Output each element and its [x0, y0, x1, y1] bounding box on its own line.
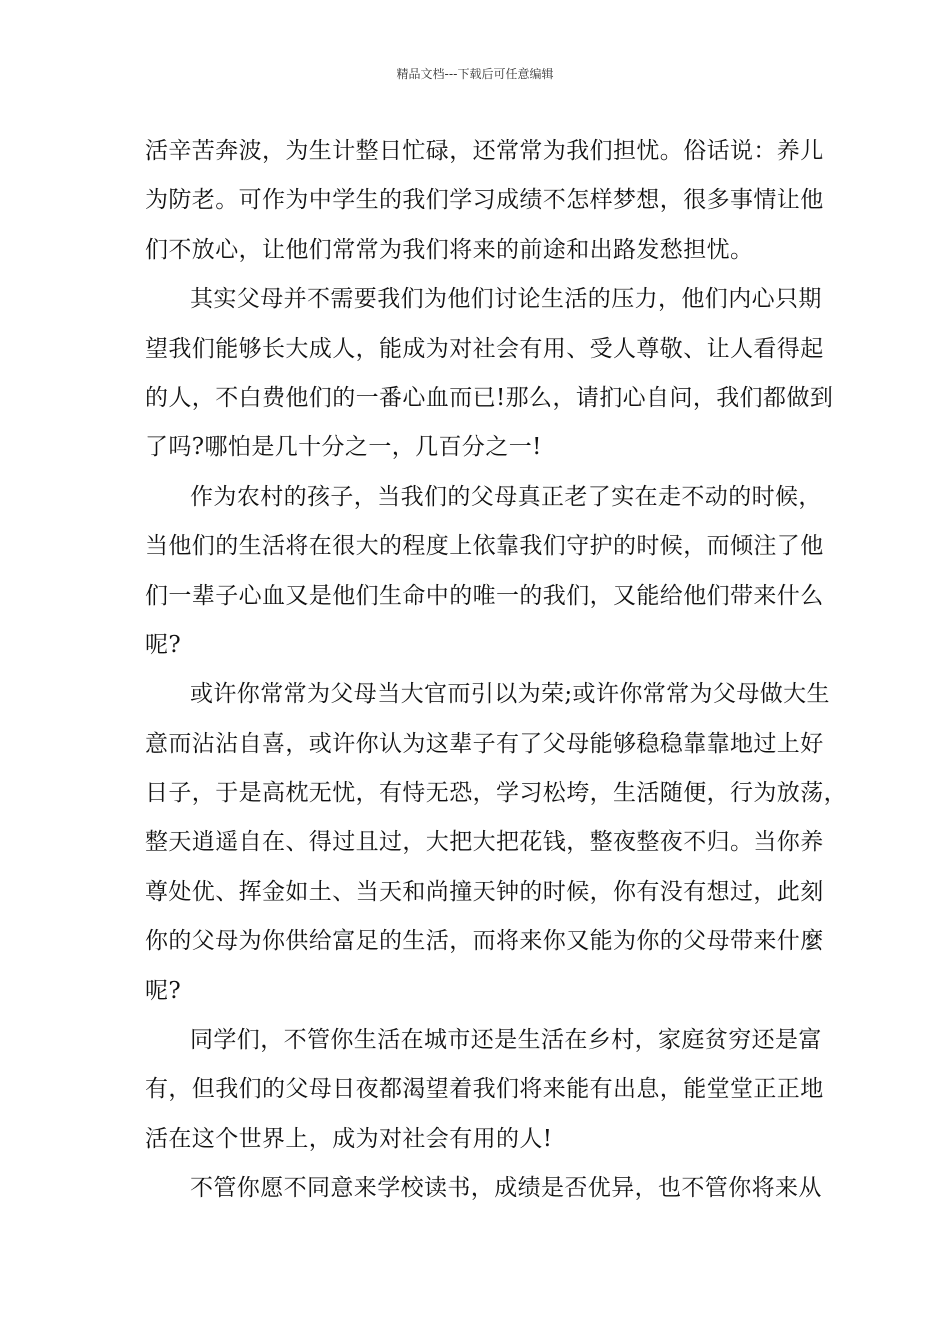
text-line: 的人，不白费他们的一番心血而已!那么，请扪心自问，我们都做到	[145, 384, 834, 411]
text-line: 不管你愿不同意来学校读书，成绩是否优异，也不管你将来从	[190, 1175, 822, 1202]
text-line: 们不放心，让他们常常为我们将来的前途和出路发愁担忧。	[145, 236, 754, 263]
text-line: 望我们能够长大成人，能成为对社会有用、受人尊敬、让人看得起	[145, 335, 824, 362]
paragraph-1	[145, 127, 835, 275]
paragraph-2	[145, 275, 835, 473]
paragraph-3	[145, 473, 835, 671]
text-line: 呢?	[145, 977, 182, 1004]
text-line: 了吗?哪怕是几十分之一，几百分之一!	[145, 434, 542, 461]
text-line: 当他们的生活将在很大的程度上依靠我们守护的时候，而倾注了他	[145, 533, 824, 560]
text-line: 同学们，不管你生活在城市还是生活在乡村，家庭贫穷还是富	[190, 1027, 822, 1054]
page-header: 精品文档---下载后可任意编辑	[396, 67, 554, 81]
text-line: 呢?	[145, 631, 182, 658]
text-line: 有，但我们的父母日夜都渴望着我们将来能有出息，能堂堂正正地	[145, 1076, 824, 1103]
text-line: 们一辈子心血又是他们生命中的唯一的我们，又能给他们带来什么	[145, 582, 824, 609]
paragraph-6	[145, 1164, 835, 1213]
text-line: 其实父母并不需要我们为他们讨论生活的压力，他们内心只期	[190, 286, 822, 313]
text-line: 你的父母为你供给富足的生活，而将来你又能为你的父母带来什麼	[145, 928, 824, 955]
document-body	[145, 127, 847, 1214]
text-line: 活辛苦奔波，为生计整日忙碌，还常常为我们担忧。俗话说：养儿	[145, 138, 824, 164]
text-line: 活在这个世界上，成为对社会有用的人!	[145, 1125, 553, 1152]
text-line: 为防老。可作为中学生的我们学习成绩不怎样梦想，很多事情让他	[145, 187, 824, 214]
text-line: 整天逍遥自在、得过且过，大把大把花钱，整夜整夜不归。当你养	[145, 829, 824, 856]
text-line: 或许你常常为父母当大官而引以为荣;或许你常常为父母做大生	[190, 681, 830, 708]
paragraph-4	[145, 670, 847, 1016]
text-line: 尊处优、挥金如土、当天和尚撞天钟的时候，你有没有想过，此刻	[145, 878, 824, 905]
text-line: 意而沾沾自喜，或许你认为这辈子有了父母能够稳稳靠靠地过上好	[145, 730, 824, 757]
text-line: 日子，于是高枕无忧，有恃无恐，学习松垮，生活随便，行为放荡，	[145, 780, 847, 807]
text-line: 作为农村的孩子，当我们的父母真正老了实在走不动的时候，	[190, 483, 822, 510]
paragraph-5	[145, 1016, 835, 1164]
